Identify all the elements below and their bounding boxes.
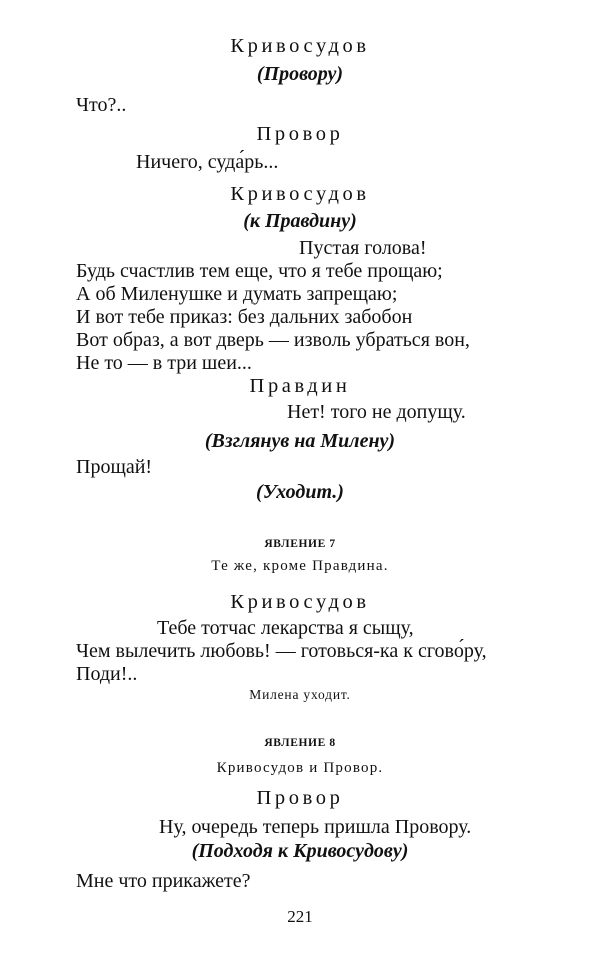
verse-line: А об Миленушке и думать запрещаю; <box>76 283 398 305</box>
verse-line: Будь счастлив тем еще, что я тебе прощаю; <box>76 260 443 282</box>
verse-line: И вот тебе приказ: без дальних забобон <box>76 306 413 328</box>
speaker-name: Кривосудов <box>230 35 370 57</box>
stage-direction: (Уходит.) <box>256 481 344 503</box>
stage-direction: (Взглянув на Милену) <box>204 430 396 452</box>
verse-line: Прощай! <box>76 456 153 478</box>
stage-direction: (Провору) <box>256 63 344 85</box>
speaker-name: Кривосудов <box>230 183 370 205</box>
speaker-name: Кривосудов <box>230 591 370 613</box>
verse-line: Нет! того не допущу. <box>287 401 466 423</box>
scene-cast: Кривосудов и Провор. <box>216 760 384 776</box>
verse-line: Не то — в три шеи... <box>76 352 252 374</box>
verse-line: Что?.. <box>76 94 127 116</box>
scene-heading: ЯВЛЕНИЕ 8 <box>264 737 336 749</box>
verse-line: Ничего, суда́рь... <box>136 151 279 173</box>
scene-cast: Те же, кроме Правдина. <box>211 558 389 574</box>
verse-line: Вот образ, а вот дверь — изволь убраться вон, <box>76 329 470 351</box>
stage-direction: Милена уходит. <box>249 687 351 702</box>
speaker-name: Провор <box>256 123 344 145</box>
verse-line: Мне что прикажете? <box>76 870 251 892</box>
verse-line: Ну, очередь теперь пришла Провору. <box>159 816 472 838</box>
page-number: 221 <box>287 907 313 926</box>
verse-line: Чем вылечить любовь! — готовься-ка к сгово́ру, <box>76 640 487 662</box>
verse-line: Пустая голова! <box>299 237 427 259</box>
verse-line: Тебе тотчас лекарства я сыщу, <box>157 617 414 639</box>
speaker-name: Провор <box>256 787 344 809</box>
stage-direction: (к Правдину) <box>243 210 357 232</box>
speaker-name: Правдин <box>249 375 351 397</box>
scene-heading: ЯВЛЕНИЕ 7 <box>264 538 336 550</box>
verse-line: Поди!.. <box>76 663 138 685</box>
stage-direction: (Подходя к Кривосудову) <box>191 840 409 862</box>
